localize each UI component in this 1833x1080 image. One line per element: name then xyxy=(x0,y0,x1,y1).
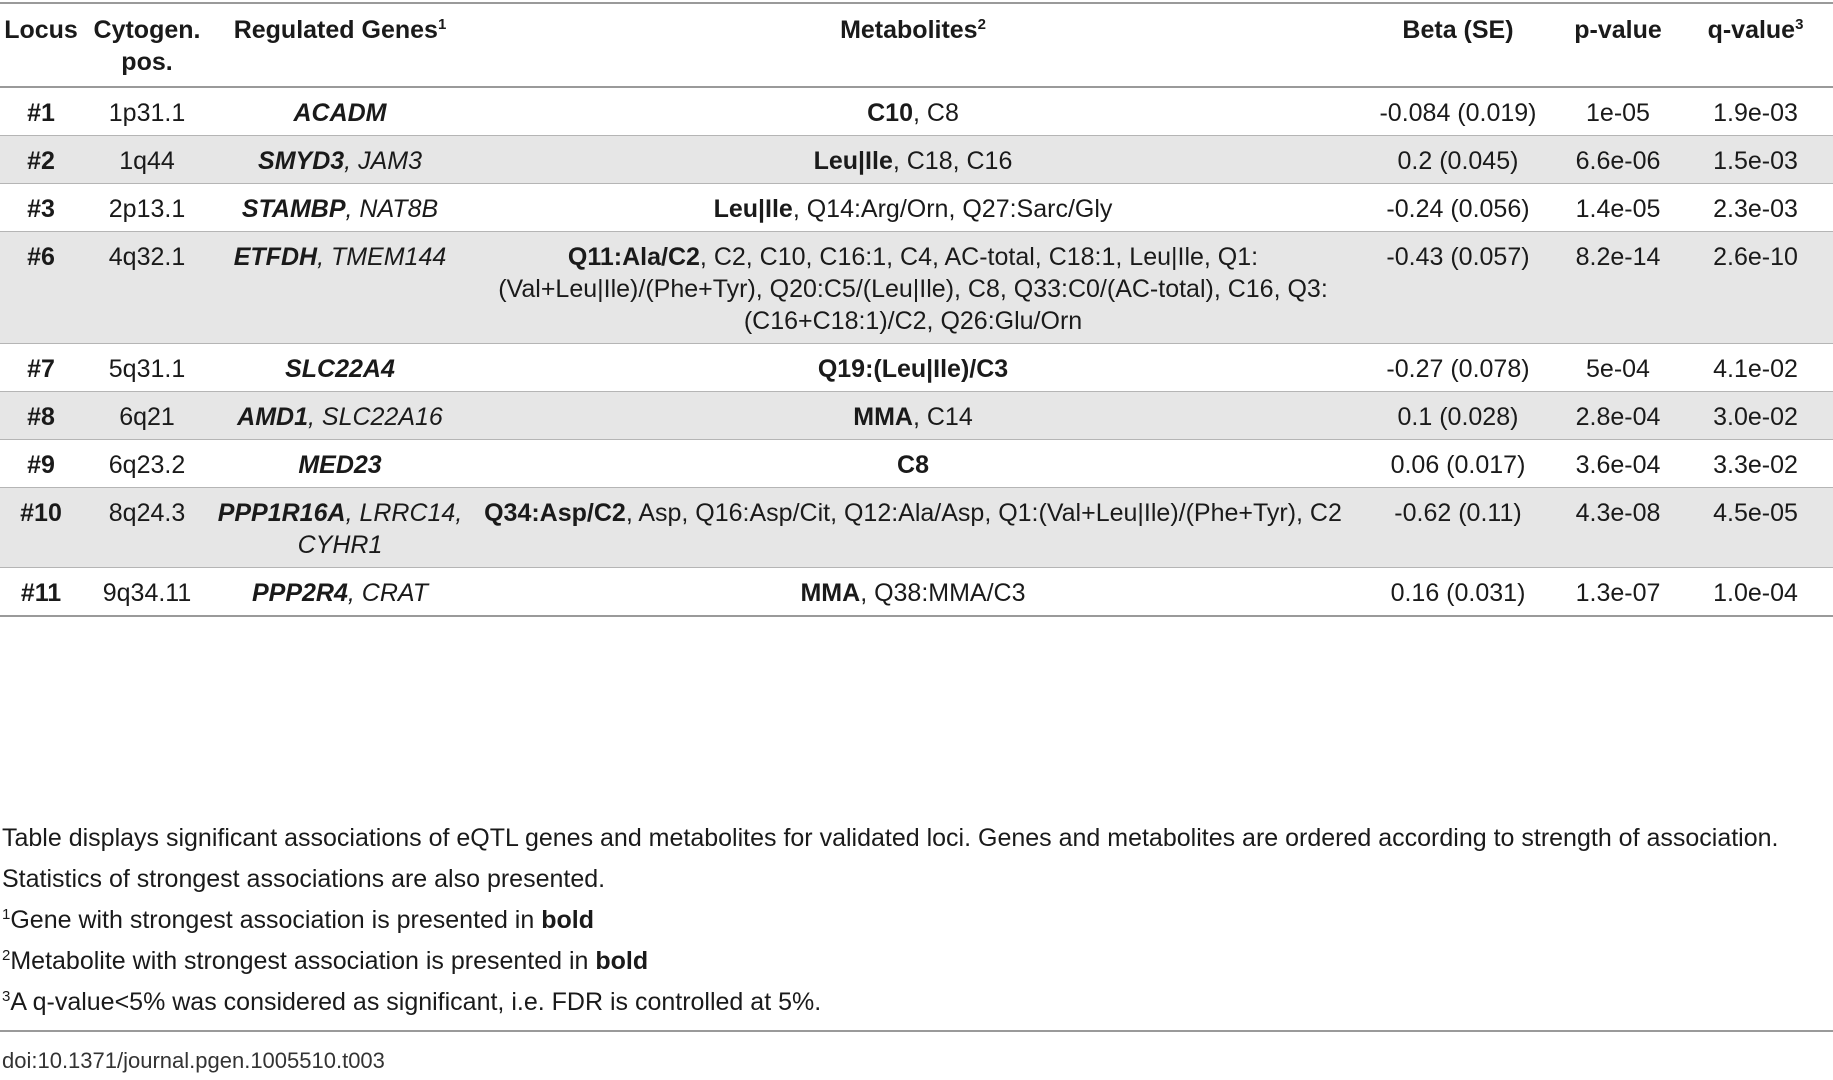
cell-locus: #8 xyxy=(0,392,82,440)
cell-cytogen-pos: 6q23.2 xyxy=(82,440,212,488)
cell-locus: #6 xyxy=(0,232,82,344)
note-2-bold: bold xyxy=(595,947,649,975)
cell-metabolites xyxy=(468,184,1358,232)
cell-q-value: 2.3e-03 xyxy=(1678,184,1833,232)
cell-p-value: 1e-05 xyxy=(1558,87,1678,136)
header-q-label: q-value xyxy=(1707,16,1796,44)
cell-beta-se: -0.084 (0.019) xyxy=(1358,87,1558,136)
genes-other: , LRRC14, CYHR1 xyxy=(297,499,463,559)
cell-beta-se: 0.2 (0.045) xyxy=(1358,136,1558,184)
cell-q-value: 4.1e-02 xyxy=(1678,344,1833,392)
header-metabolites-footnote-mark: 2 xyxy=(977,16,986,33)
cell-locus: #10 xyxy=(0,488,82,568)
gene-strongest: STAMBP xyxy=(241,195,346,223)
cell-locus: #7 xyxy=(0,344,82,392)
cell-p-value: 6.6e-06 xyxy=(1558,136,1678,184)
metabolite-strongest: C8 xyxy=(897,451,929,479)
table-row xyxy=(0,344,1833,392)
cell-beta-se: 0.1 (0.028) xyxy=(1358,392,1558,440)
table-row xyxy=(0,87,1833,136)
cell-p-value: 8.2e-14 xyxy=(1558,232,1678,344)
cell-locus: #3 xyxy=(0,184,82,232)
note-2 xyxy=(2,941,1827,982)
cell-beta-se: 0.16 (0.031) xyxy=(1358,568,1558,617)
cell-genes xyxy=(212,232,468,344)
cell-p-value: 2.8e-04 xyxy=(1558,392,1678,440)
header-regulated-genes xyxy=(212,6,468,87)
gene-strongest: ACADM xyxy=(293,99,387,127)
cell-q-value: 1.9e-03 xyxy=(1678,87,1833,136)
note-3 xyxy=(2,982,1827,1023)
table-row xyxy=(0,440,1833,488)
note-1-text: Gene with strongest association is presented in xyxy=(10,906,542,934)
header-locus: Locus xyxy=(0,6,82,87)
cell-cytogen-pos: 2p13.1 xyxy=(82,184,212,232)
metabolites-other: , C18, C16 xyxy=(892,147,1013,175)
header-p-value: p-value xyxy=(1558,6,1678,87)
table-row xyxy=(0,392,1833,440)
cell-metabolites xyxy=(468,344,1358,392)
genes-other: , CRAT xyxy=(347,579,428,607)
genes-other: , JAM3 xyxy=(344,147,422,175)
cell-p-value: 5e-04 xyxy=(1558,344,1678,392)
bottom-rule xyxy=(0,1030,1833,1032)
metabolite-strongest: MMA xyxy=(800,579,861,607)
cell-metabolites xyxy=(468,568,1358,617)
cell-locus: #11 xyxy=(0,568,82,617)
header-genes-label: Regulated Genes xyxy=(233,16,438,44)
table-row xyxy=(0,568,1833,617)
cell-q-value: 1.5e-03 xyxy=(1678,136,1833,184)
genes-other: , SLC22A16 xyxy=(308,403,443,431)
gene-strongest: ETFDH xyxy=(233,243,318,271)
genes-other: , NAT8B xyxy=(345,195,439,223)
cell-q-value: 3.3e-02 xyxy=(1678,440,1833,488)
cell-p-value: 3.6e-04 xyxy=(1558,440,1678,488)
cell-cytogen-pos: 5q31.1 xyxy=(82,344,212,392)
gene-strongest: PPP2R4 xyxy=(252,579,348,607)
cell-genes xyxy=(212,568,468,617)
table-row xyxy=(0,136,1833,184)
header-q-footnote-mark: 3 xyxy=(1795,16,1804,33)
cell-beta-se: -0.62 (0.11) xyxy=(1358,488,1558,568)
header-cytogen-pos: Cytogen. pos. xyxy=(82,6,212,87)
metabolite-strongest: C10 xyxy=(867,99,913,127)
gene-strongest: SLC22A4 xyxy=(285,355,395,383)
cell-metabolites xyxy=(468,488,1358,568)
cell-metabolites xyxy=(468,87,1358,136)
metabolite-strongest: Q19:(Leu|Ile)/C3 xyxy=(817,355,1009,383)
results-table xyxy=(0,6,1833,617)
gene-strongest: AMD1 xyxy=(237,403,308,431)
cell-cytogen-pos: 8q24.3 xyxy=(82,488,212,568)
cell-genes xyxy=(212,136,468,184)
cell-beta-se: 0.06 (0.017) xyxy=(1358,440,1558,488)
cell-locus: #2 xyxy=(0,136,82,184)
cell-genes xyxy=(212,344,468,392)
note-1-mark: 1 xyxy=(2,906,11,923)
cell-genes xyxy=(212,392,468,440)
metabolites-other: , Q38:MMA/C3 xyxy=(860,579,1026,607)
metabolite-strongest: Q34:Asp/C2 xyxy=(484,499,626,527)
metabolite-strongest: Leu|Ile xyxy=(813,147,893,175)
cell-metabolites xyxy=(468,232,1358,344)
table-row xyxy=(0,232,1833,344)
header-row xyxy=(0,6,1833,87)
cell-cytogen-pos: 4q32.1 xyxy=(82,232,212,344)
metabolite-strongest: Q11:Ala/C2 xyxy=(567,243,700,271)
header-metabolites xyxy=(468,6,1358,87)
cell-locus: #9 xyxy=(0,440,82,488)
cell-q-value: 3.0e-02 xyxy=(1678,392,1833,440)
cell-beta-se: -0.24 (0.056) xyxy=(1358,184,1558,232)
note-3-text: A q-value<5% was considered as significant, i.e. FDR is controlled at 5%. xyxy=(10,988,822,1016)
table-row xyxy=(0,184,1833,232)
cell-q-value: 4.5e-05 xyxy=(1678,488,1833,568)
cell-cytogen-pos: 1p31.1 xyxy=(82,87,212,136)
metabolites-other: , Asp, Q16:Asp/Cit, Q12:Ala/Asp, Q1:(Val+Leu|Ile)/(Phe+Tyr), C2 xyxy=(625,499,1342,527)
cell-cytogen-pos: 6q21 xyxy=(82,392,212,440)
metabolites-other: , C2, C10, C16:1, C4, AC-total, C18:1, Leu|Ile, Q1:(Val+Leu|Ile)/(Phe+Tyr), Q20:C5/(Leu|Ile), C8, Q33:C0/(AC-total), C16, Q3:(C16+C18:1)/C2, Q26:Glu/Orn xyxy=(498,243,1328,335)
metabolites-other: , C8 xyxy=(913,99,959,127)
header-genes-footnote-mark: 1 xyxy=(437,16,447,33)
header-metabolites-label: Metabolites xyxy=(840,16,978,44)
doi-link[interactable]: doi:10.1371/journal.pgen.1005510.t003 xyxy=(2,1048,385,1073)
note-1-bold: bold xyxy=(541,906,594,934)
cell-genes xyxy=(212,488,468,568)
cell-beta-se: -0.27 (0.078) xyxy=(1358,344,1558,392)
note-1 xyxy=(2,900,1827,941)
gene-strongest: MED23 xyxy=(298,451,382,479)
cell-p-value: 4.3e-08 xyxy=(1558,488,1678,568)
cell-q-value: 1.0e-04 xyxy=(1678,568,1833,617)
cell-metabolites xyxy=(468,440,1358,488)
cell-genes xyxy=(212,184,468,232)
metabolite-strongest: MMA xyxy=(853,403,913,431)
header-beta-se: Beta (SE) xyxy=(1358,6,1558,87)
cell-genes xyxy=(212,87,468,136)
cell-q-value: 2.6e-10 xyxy=(1678,232,1833,344)
cell-cytogen-pos: 9q34.11 xyxy=(82,568,212,617)
genes-other: , TMEM144 xyxy=(317,243,447,271)
note-description: Table displays significant associations of eQTL genes and metabolites for validated loci. Genes and metabolites are ordered according to strength of association. Statistics of strongest associations are also presented. xyxy=(2,824,1779,893)
table-notes xyxy=(2,818,1827,1023)
gene-strongest: SMYD3 xyxy=(258,147,345,175)
metabolites-other: , C14 xyxy=(912,403,973,431)
cell-beta-se: -0.43 (0.057) xyxy=(1358,232,1558,344)
cell-p-value: 1.4e-05 xyxy=(1558,184,1678,232)
cell-cytogen-pos: 1q44 xyxy=(82,136,212,184)
metabolite-strongest: Leu|Ile xyxy=(713,195,793,223)
header-q-value xyxy=(1678,6,1833,87)
metabolites-other: , Q14:Arg/Orn, Q27:Sarc/Gly xyxy=(792,195,1113,223)
note-2-mark: 2 xyxy=(2,947,11,964)
top-rule xyxy=(0,2,1833,4)
cell-metabolites xyxy=(468,392,1358,440)
table-row xyxy=(0,488,1833,568)
cell-locus: #1 xyxy=(0,87,82,136)
gene-strongest: PPP1R16A xyxy=(217,499,346,527)
cell-p-value: 1.3e-07 xyxy=(1558,568,1678,617)
cell-metabolites xyxy=(468,136,1358,184)
note-2-text: Metabolite with strongest association is presented in xyxy=(10,947,596,975)
cell-genes xyxy=(212,440,468,488)
note-3-mark: 3 xyxy=(2,988,11,1005)
